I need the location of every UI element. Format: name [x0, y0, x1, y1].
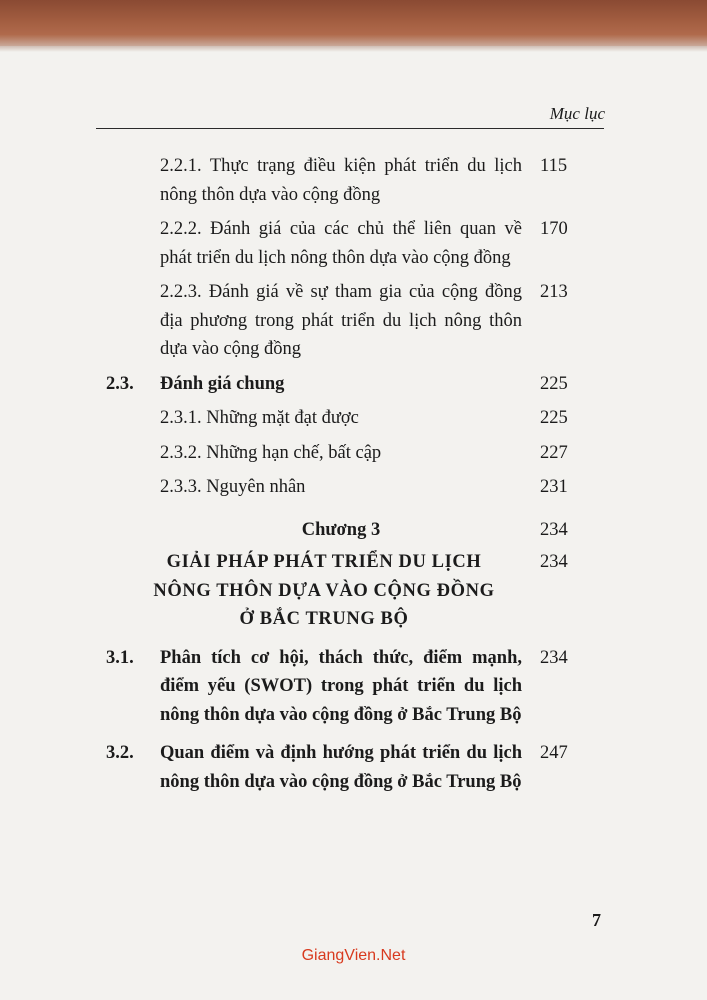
toc-section-number: 3.1.: [106, 647, 134, 668]
toc-page-number: 213: [540, 282, 568, 302]
toc-entry-title: 2.2.2. Đánh giá của các chủ thể liên quan về phát triển du lịch nông thôn dựa vào cộng đồng: [160, 219, 522, 268]
toc-entry-2-2-1[interactable]: [96, 152, 604, 209]
toc-chapter-title-line: NÔNG THÔN DỰA VÀO CỘNG ĐỒNG: [153, 580, 495, 601]
toc-entry-2-2-3[interactable]: [96, 278, 604, 364]
toc-entry-title: 2.3.1. Những mặt đạt được: [160, 408, 359, 428]
toc-section-title: Quan điểm và định hướng phát triển du lịch nông thôn dựa vào cộng đồng ở Bắc Trung Bộ: [160, 743, 522, 792]
toc-section-title: Phân tích cơ hội, thách thức, điểm mạnh, điểm yếu (SWOT) trong phát triển du lịch nông thôn dựa vào cộng đồng ở Bắc Trung Bộ: [160, 647, 522, 725]
toc-page-number: 231: [540, 477, 568, 497]
toc-entry-title: 2.2.3. Đánh giá về sự tham gia của cộng đồng địa phương trong phát triển du lịch nông thôn dựa vào cộng đồng: [160, 282, 522, 359]
toc-entry-2-3-3[interactable]: [96, 473, 604, 502]
toc-chapter-title-text: [96, 548, 604, 634]
toc-section-3-2[interactable]: [96, 739, 604, 796]
toc-chapter-label: Chương 3: [301, 519, 381, 540]
page-folio: 7: [592, 910, 601, 930]
toc-page-number: 225: [540, 408, 568, 428]
toc-section-3-1[interactable]: [96, 644, 604, 730]
toc-section-title: Đánh giá chung: [160, 373, 285, 394]
toc-entry-2-3-2[interactable]: [96, 439, 604, 468]
toc-chapter-title[interactable]: [96, 548, 604, 634]
toc-chapter-3[interactable]: [96, 516, 604, 545]
toc-page-number: 115: [540, 156, 568, 176]
toc-page-number: 234: [540, 647, 568, 668]
running-header: Mục lục: [549, 104, 605, 123]
toc-section-number: 3.2.: [106, 743, 134, 763]
toc-entry-2-3-1[interactable]: [96, 404, 604, 433]
table-of-contents: [96, 152, 604, 796]
toc-section-number: 2.3.: [106, 373, 134, 394]
toc-entry-title: 2.3.2. Những hạn chế, bất cập: [160, 442, 382, 463]
book-edge-band: [0, 0, 707, 46]
toc-page-number: 247: [540, 743, 568, 763]
header-rule: [96, 128, 604, 129]
toc-section-2-3[interactable]: [96, 370, 604, 399]
toc-page-number: 227: [540, 442, 568, 463]
toc-page-number: 170: [540, 219, 568, 239]
toc-entry-title: 2.3.3. Nguyên nhân: [160, 477, 306, 497]
watermark-text: GiangVien.Net: [301, 947, 406, 964]
toc-entry-title: 2.2.1. Thực trạng điều kiện phát triển du lịch nông thôn dựa vào cộng đồng: [160, 156, 522, 205]
toc-chapter-title-line: GIẢI PHÁP PHÁT TRIỂN DU LỊCH: [166, 552, 482, 572]
toc-page-number: 234: [540, 519, 568, 540]
toc-page-number: 225: [540, 373, 568, 394]
toc-page-number: 234: [540, 552, 568, 572]
toc-chapter-title-line: Ở BẮC TRUNG BỘ: [239, 609, 409, 629]
toc-entry-2-2-2[interactable]: [96, 215, 604, 272]
